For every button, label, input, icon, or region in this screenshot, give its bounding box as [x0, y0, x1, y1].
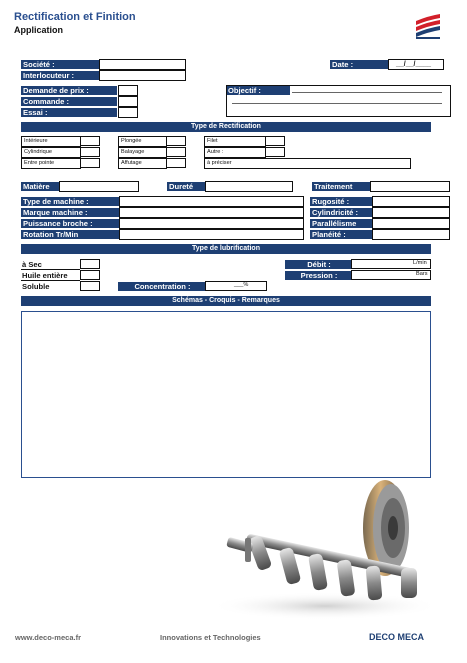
lubrification-header: Type de lubrification: [21, 244, 431, 254]
lub-soluble-label: Soluble: [22, 282, 50, 291]
objectif-label: Objectif :: [226, 86, 290, 95]
traitement-field[interactable]: [370, 181, 450, 192]
rect-a-preciser: à préciser: [204, 158, 411, 169]
planeite-label: Planéité :: [310, 230, 372, 239]
interlocuteur-label: Interlocuteur :: [21, 71, 99, 80]
rugosite-label: Rugosité :: [310, 197, 372, 206]
page-subtitle: Application: [14, 25, 63, 35]
lub-divider-1: [21, 269, 80, 270]
rotation-label: Rotation Tr/Min: [21, 230, 119, 239]
lub-huile-label: Huile entière: [22, 271, 68, 280]
schemas-area[interactable]: [21, 311, 431, 478]
matiere-field[interactable]: [59, 181, 139, 192]
footer-brand: DECO MECA: [369, 632, 425, 642]
societe-field[interactable]: [99, 59, 186, 70]
rect-affutage: Affutage: [118, 158, 167, 169]
objectif-line-2: [232, 103, 442, 104]
parallelisme-field[interactable]: [372, 218, 450, 229]
crankshaft-image: [205, 478, 445, 623]
commande-checkbox[interactable]: [118, 96, 138, 107]
essai-label: Essai :: [21, 108, 117, 117]
matiere-label: Matière: [21, 182, 59, 191]
date-label: Date :: [330, 60, 388, 69]
rect-filet-checkbox[interactable]: [265, 136, 285, 146]
rugosite-field[interactable]: [372, 196, 450, 207]
deco-meca-stripes-icon: [412, 13, 444, 41]
debit-label: Débit :: [285, 260, 351, 269]
lub-divider-2: [21, 280, 80, 281]
debit-unit: L/min: [413, 260, 427, 266]
rect-interieure-checkbox[interactable]: [80, 136, 100, 146]
parallelisme-label: Parallélisme: [310, 219, 372, 228]
lub-sec-label: à Sec: [22, 260, 42, 269]
cylindricite-field[interactable]: [372, 207, 450, 218]
pression-unit: Bars: [416, 271, 428, 277]
lub-soluble-checkbox[interactable]: [80, 281, 100, 291]
durete-field[interactable]: [205, 181, 293, 192]
essai-checkbox[interactable]: [118, 107, 138, 118]
puissance-broche-field[interactable]: [119, 218, 304, 229]
societe-label: Société :: [21, 60, 99, 69]
footer-website[interactable]: www.deco-meca.fr: [15, 633, 81, 642]
rotation-field[interactable]: [119, 229, 304, 240]
durete-label: Dureté: [167, 182, 205, 191]
date-value: __/__/____: [396, 61, 432, 68]
interlocuteur-field[interactable]: [99, 70, 186, 81]
demande-prix-checkbox[interactable]: [118, 85, 138, 96]
pression-label: Pression :: [285, 271, 351, 280]
marque-machine-field[interactable]: [119, 207, 304, 218]
footer-tagline: Innovations et Technologies: [160, 633, 261, 642]
rect-cylindrique-checkbox[interactable]: [80, 147, 100, 157]
rect-interieure: Intérieure: [21, 136, 81, 147]
rect-cylindrique: Cylindrique: [21, 147, 81, 158]
type-machine-field[interactable]: [119, 196, 304, 207]
page-title: Rectification et Finition: [14, 11, 136, 23]
rectification-header: Type de Rectification: [21, 122, 431, 132]
concentration-label: Concentration :: [118, 282, 205, 291]
schemas-header: Schémas - Croquis - Remarques: [21, 296, 431, 306]
concentration-unit: ___%: [234, 282, 249, 288]
rect-balayage: Balayage: [118, 147, 167, 158]
objectif-field[interactable]: [226, 85, 451, 117]
type-machine-label: Type de machine :: [21, 197, 119, 206]
objectif-line-1: [292, 92, 442, 93]
planeite-field[interactable]: [372, 229, 450, 240]
rect-entre-pointe-checkbox[interactable]: [80, 158, 100, 168]
puissance-broche-label: Puissance broche :: [21, 219, 119, 228]
commande-label: Commande :: [21, 97, 117, 106]
rect-entre-pointe: Entre pointe: [21, 158, 81, 169]
traitement-label: Traitement: [312, 182, 370, 191]
rect-balayage-checkbox[interactable]: [166, 147, 186, 157]
rect-plongee: Plongée: [118, 136, 167, 147]
cylindricite-label: Cylindricité :: [310, 208, 372, 217]
rect-filet: Filet: [204, 136, 266, 147]
lub-sec-checkbox[interactable]: [80, 259, 100, 269]
rect-plongee-checkbox[interactable]: [166, 136, 186, 146]
marque-machine-label: Marque machine :: [21, 208, 119, 217]
demande-prix-label: Demande de prix :: [21, 86, 117, 95]
rect-affutage-checkbox[interactable]: [166, 158, 186, 168]
rect-autre-checkbox[interactable]: [265, 147, 285, 157]
rect-autre: Autre :: [204, 147, 266, 158]
lub-huile-checkbox[interactable]: [80, 270, 100, 280]
